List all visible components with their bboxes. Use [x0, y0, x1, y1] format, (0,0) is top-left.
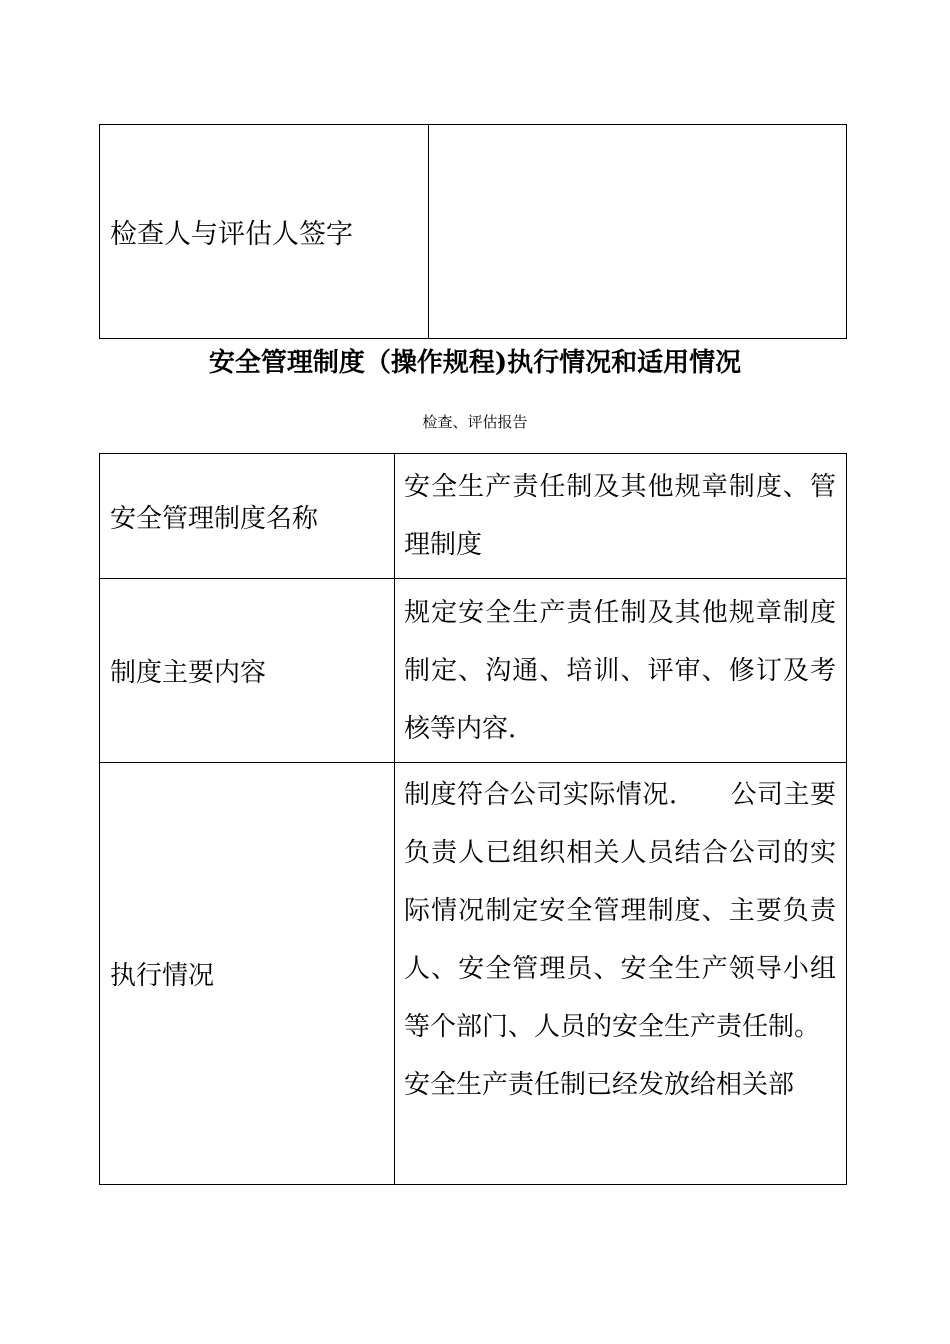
- report-title: 安全管理制度（操作规程)执行情况和适用情况: [208, 348, 742, 378]
- table-row: [100, 579, 847, 763]
- execution-paragraph-2: 安全生产责任制已经发放给相关部: [404, 1070, 795, 1100]
- table-row: [100, 454, 847, 579]
- signature-label: 检查人与评估人签字: [100, 125, 429, 339]
- execution-paragraph-1: 制度符合公司实际情况. 公司主要负责人已组织相关人员结合公司的实际情况制定安全管理制度、主要负责人、安全管理员、安全生产领导小组等个部门、人员的安全生产责任制。: [404, 780, 836, 1042]
- signature-table: [99, 124, 847, 339]
- table-row: [100, 763, 847, 1185]
- report-table: [99, 453, 847, 1185]
- row-value: 安全生产责任制及其他规章制度、管理制度: [395, 454, 847, 579]
- row-label: 执行情况: [100, 763, 395, 1185]
- signature-field[interactable]: [429, 125, 847, 339]
- row-label: 安全管理制度名称: [100, 454, 395, 579]
- row-value: 规定安全生产责任制及其他规章制度制定、沟通、培训、评审、修订及考核等内容.: [395, 579, 847, 763]
- row-label: 制度主要内容: [100, 579, 395, 763]
- row-value: [395, 763, 847, 1185]
- report-subtitle: 检查、评估报告: [422, 413, 528, 431]
